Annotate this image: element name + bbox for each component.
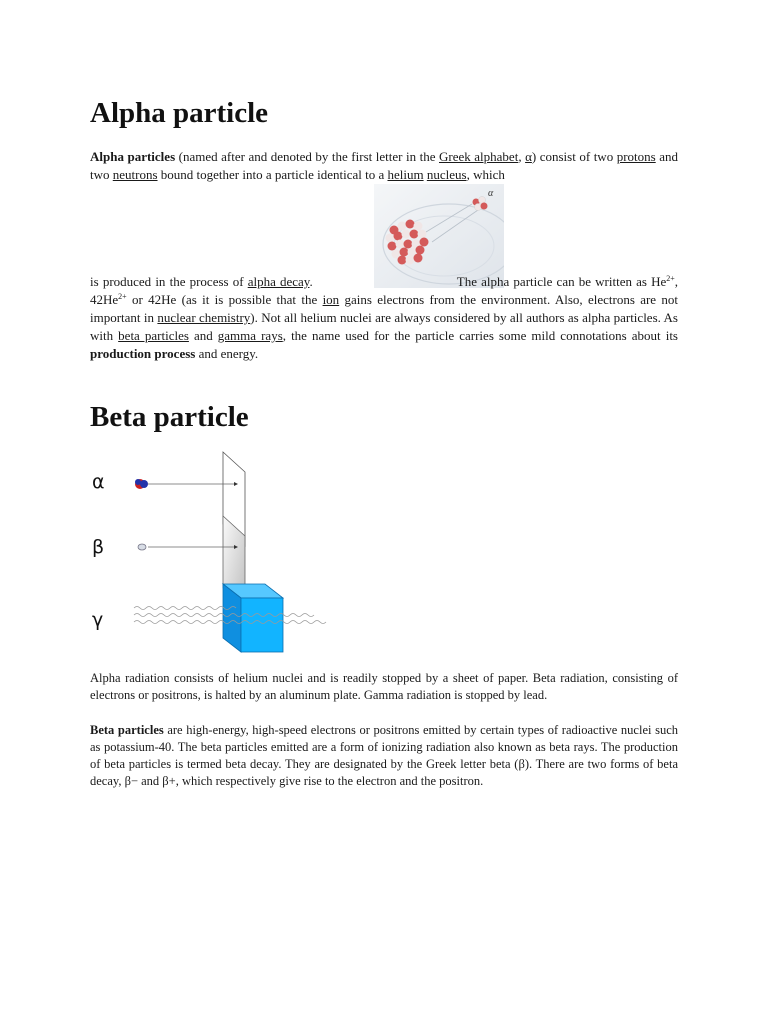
link-gamma-rays[interactable]: gamma rays xyxy=(217,328,283,343)
production-process-bold: production process xyxy=(90,346,196,361)
link-protons[interactable]: protons xyxy=(616,149,656,164)
beta-bold-term: Beta particles xyxy=(90,723,164,737)
alpha-heading: Alpha particle xyxy=(90,97,269,129)
alpha-intro-paragraph: Alpha particles (named after and denoted by the first letter in the Greek alphabet, α) consist of two protons and two neutrons bound together into a particle identical to a helium nucleus, which xyxy=(90,149,679,182)
beta-heading: Beta particle xyxy=(90,401,249,433)
alpha-bold-term: Alpha particles xyxy=(90,149,176,164)
beta-particle-icon xyxy=(138,544,146,550)
link-helium[interactable]: helium xyxy=(387,167,424,182)
link-ion[interactable]: ion xyxy=(322,292,340,307)
alpha-main-paragraph: is produced in the process of alpha decay. The alpha particle can be written as $He^{2+}$, $42He^{2+}$ or 42He (as it is possible that the ion gains electrons from the environment. Also, electrons are not important in nuclear chemistry). Not all helium nuclei are always considered by all authors as alpha particles. As with beta particles and gamma rays, the name used for the particle carries some mild connotations about its production process and energy. xyxy=(90,274,678,361)
link-alpha-decay[interactable]: alpha decay xyxy=(247,274,310,289)
link-greek-alphabet[interactable]: Greek alphabet xyxy=(439,149,519,164)
alpha-particle-icon xyxy=(135,479,148,489)
diagram-caption: Alpha radiation consists of helium nuclei and is readily stopped by a sheet of paper. Beta radiation, consisting of electrons or positrons, is halted by an aluminum plate. Gamma radiation is stopped by lead. xyxy=(90,671,678,702)
link-beta-particles[interactable]: beta particles xyxy=(118,328,189,343)
link-nucleus[interactable]: nucleus xyxy=(426,167,467,182)
radiation-penetration-diagram xyxy=(90,446,330,656)
lead-block xyxy=(223,584,283,652)
alpha-figure-label: α xyxy=(488,188,494,199)
link-nuclear-chemistry[interactable]: nuclear chemistry xyxy=(157,310,251,325)
label-beta: β xyxy=(92,536,105,558)
beta-paragraph: Beta particles are high-energy, high-speed electrons or positrons emitted by certain types of radioactive nuclei such as potassium-40. The beta particles emitted are a form of ionizing radiation also known as beta rays. The production of beta particles is termed beta decay. They are designated by the Greek letter beta (β). There are two forms of beta decay, β− and β+, which respectively give rise to the electron and the positron. xyxy=(90,723,678,788)
label-alpha: α xyxy=(92,471,105,493)
link-alpha-symbol[interactable]: α xyxy=(525,149,532,164)
link-neutrons[interactable]: neutrons xyxy=(112,167,158,182)
penetration-diagram-svg xyxy=(90,446,330,656)
label-gamma: γ xyxy=(92,609,104,631)
